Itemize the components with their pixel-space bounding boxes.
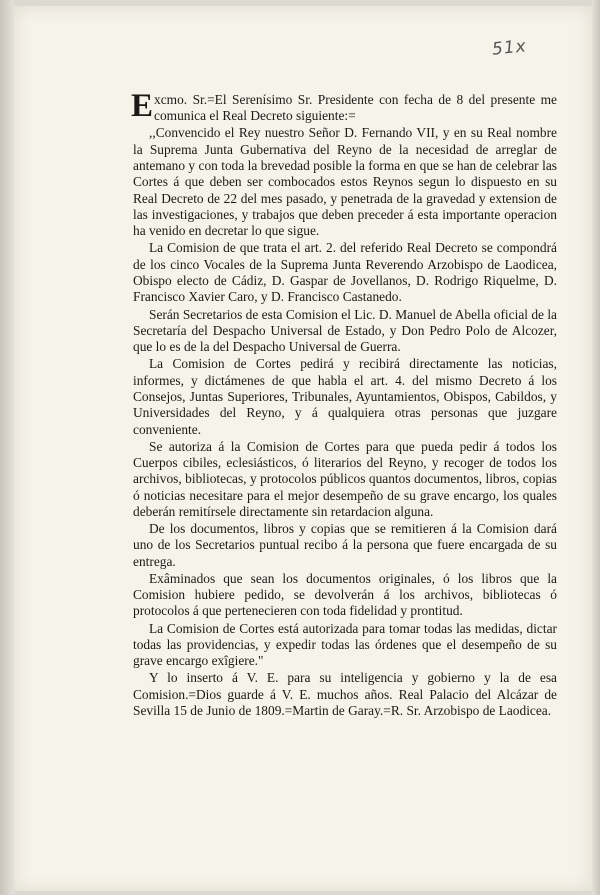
paragraph-closing: Y lo inserto á V. E. para su inteligencia y gobierno y la de esa Comision.=Dios guarde á V. E. muchos años. Real Palacio del Alcázar de Sevilla 15 de Junio de 1809.=Martin de Garay.=R. Sr. Arzobispo de Laodicea. [133,670,557,718]
decree-text [131,88,557,720]
paragraph-reports: La Comision de Cortes pedirá y recibirá directamente las noticias, informes, y dictámenes de que habla el art. 4. del mismo Decreto á los Consejos, Juntas Superiores, Tribunales, Ayuntamientos, Obispos, Cabildos, y Universidades del Reyno, y á qualquiera otras personas que juzgare conveniente. [133,356,557,437]
folio-number [491,36,528,60]
decorated-initial: E [131,88,154,124]
paragraph-authority: La Comision de Cortes está autorizada para tomar todas las medidas, dictar todas las providencias, y expedir todas las órdenes que el desempeño de su grave encargo exîgiere." [133,620,557,669]
page-edge-right [592,0,600,895]
page-edge-left [0,0,14,895]
folio-mark: x [514,36,528,58]
paragraph-commission-members: La Comision de que trata el art. 2. del referido Real Decreto se compondrá de los cinco Vocales de la Suprema Junta Reverendo Arzobispo de Laodicea, Obispo electo de Cádiz, D. Gaspar de Jovellanos, D. Rodrigo Riquelme, D. Francisco Xavier Caro, y D. Francisco Castanedo. [133,240,557,305]
paragraph-receipts: De los documentos, libros y copias que se remitieren á la Comision dará uno de los Secretarios puntual recibo á la persona que fuere encargada de su entrega. [133,521,557,569]
paragraph-documents-request: Se autoriza á la Comision de Cortes para que pueda pedir á todos los Cuerpos cibiles, eclesiásticos, ó literarios del Reyno, y recoger de todos los archivos, bibliotecas, y protocolos públicos quantos documentos, libros, copias ó noticias necesitare para el mejor desempeño de su grave encargo, los quales deberán remitírsele directamente sin retardacion alguna. [133,438,557,519]
opening-paragraph [131,88,557,125]
paragraph-decree: ,,Convencido el Rey nuestro Señor D. Fernando VII, y en su Real nombre la Suprema Junta Gubernativa del Reyno de la necesidad de arreglar de antemano y con toda la brevedad posible la forma en que se han de celebrar las Cortes á que deben ser combocados estos Reynos segun lo dispuesto en su Real Decreto de 22 del mes pasado, y penetrada de la gravedad y extension de las investigaciones, y trabajos que deben preceder á esta importante operacion ha venido en decretar lo que sigue. [133,125,557,239]
folio-number-text: 51 [491,37,517,60]
paragraph-secretaries: Serán Secretarios de esta Comision el Lic. D. Manuel de Abella oficial de la Secretaría del Despacho Universal de Estado, y Don Pedro Polo de Alcozer, que lo es de la del Despacho Universal de Guerra. [133,306,557,355]
opening-text: xcmo. Sr.=El Serenísimo Sr. Presidente con fecha de 8 del presente me comunica el Real Decreto siguiente:= [154,92,557,124]
paragraph-return-documents: Exâminados que sean los documentos originales, ó los libros que la Comision hubiere pedido, se devolverán á los archivos, bibliotecas ó protocolos á que pertenecieren con toda fidelidad y prontitud. [133,570,557,619]
